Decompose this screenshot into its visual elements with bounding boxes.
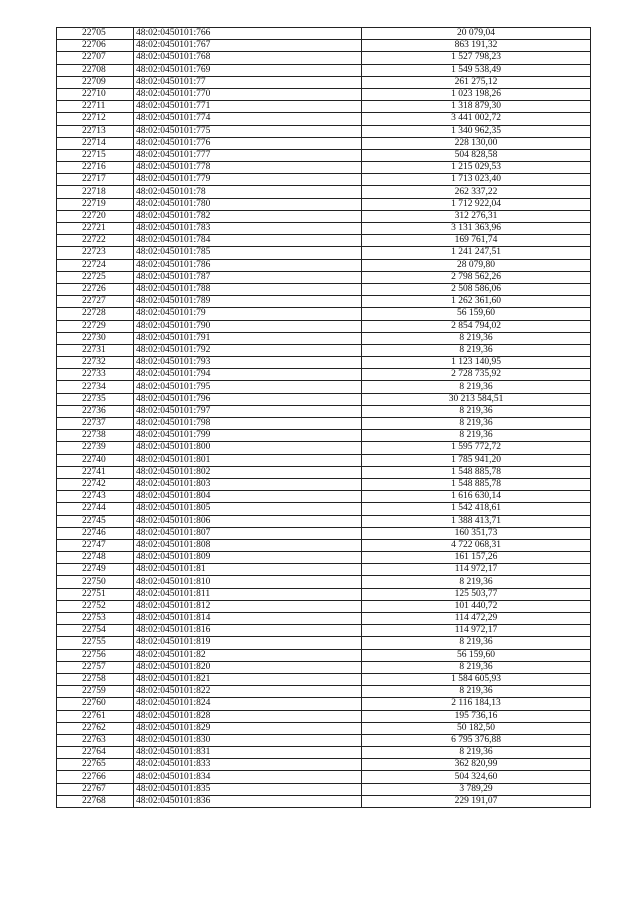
cadastral-value-cell: 3 131 363,96 — [362, 223, 591, 235]
row-number-cell: 22751 — [57, 588, 134, 600]
cadastral-value-cell: 2 116 184,13 — [362, 698, 591, 710]
row-number-cell: 22729 — [57, 320, 134, 332]
cadastral-number-cell: 48:02:0450101:834 — [134, 771, 362, 783]
cadastral-number-cell: 48:02:0450101:822 — [134, 686, 362, 698]
table-row — [57, 576, 591, 588]
row-number-cell: 22710 — [57, 88, 134, 100]
cadastral-number-cell: 48:02:0450101:777 — [134, 149, 362, 161]
row-number-cell: 22721 — [57, 223, 134, 235]
cadastral-number-cell: 48:02:0450101:798 — [134, 418, 362, 430]
cadastral-value-cell: 1 023 198,26 — [362, 88, 591, 100]
cadastral-value-cell: 8 219,36 — [362, 576, 591, 588]
cadastral-value-cell: 8 219,36 — [362, 344, 591, 356]
cadastral-number-cell: 48:02:0450101:794 — [134, 369, 362, 381]
cadastral-number-cell: 48:02:0450101:795 — [134, 381, 362, 393]
cadastral-number-cell: 48:02:0450101:808 — [134, 539, 362, 551]
cadastral-number-cell: 48:02:0450101:830 — [134, 734, 362, 746]
cadastral-number-cell: 48:02:0450101:77 — [134, 76, 362, 88]
cadastral-number-cell: 48:02:0450101:829 — [134, 722, 362, 734]
row-number-cell: 22720 — [57, 210, 134, 222]
cadastral-value-cell: 1 712 922,04 — [362, 198, 591, 210]
cadastral-value-cell: 30 213 584,51 — [362, 393, 591, 405]
cadastral-value-cell: 8 219,36 — [362, 332, 591, 344]
cadastral-number-cell: 48:02:0450101:81 — [134, 564, 362, 576]
row-number-cell: 22767 — [57, 783, 134, 795]
cadastral-value-cell: 362 820,99 — [362, 759, 591, 771]
table-row — [57, 478, 591, 490]
row-number-cell: 22757 — [57, 661, 134, 673]
cadastral-number-cell: 48:02:0450101:803 — [134, 478, 362, 490]
cadastral-number-cell: 48:02:0450101:796 — [134, 393, 362, 405]
cadastral-number-cell: 48:02:0450101:831 — [134, 747, 362, 759]
cadastral-number-cell: 48:02:0450101:804 — [134, 491, 362, 503]
row-number-cell: 22717 — [57, 174, 134, 186]
cadastral-value-cell: 8 219,36 — [362, 686, 591, 698]
cadastral-value-cell: 101 440,72 — [362, 600, 591, 612]
cadastral-value-cell: 262 337,22 — [362, 186, 591, 198]
cadastral-number-cell: 48:02:0450101:833 — [134, 759, 362, 771]
cadastral-number-cell: 48:02:0450101:776 — [134, 137, 362, 149]
cadastral-number-cell: 48:02:0450101:82 — [134, 649, 362, 661]
cadastral-number-cell: 48:02:0450101:768 — [134, 52, 362, 64]
cadastral-value-cell: 50 182,50 — [362, 722, 591, 734]
cadastral-value-cell: 2 508 586,06 — [362, 283, 591, 295]
table-body — [57, 28, 591, 808]
table-row — [57, 174, 591, 186]
table-row — [57, 162, 591, 174]
cadastral-number-cell: 48:02:0450101:789 — [134, 296, 362, 308]
cadastral-value-cell: 56 159,60 — [362, 649, 591, 661]
cadastral-value-cell: 4 722 068,31 — [362, 539, 591, 551]
row-number-cell: 22764 — [57, 747, 134, 759]
row-number-cell: 22747 — [57, 539, 134, 551]
table-row — [57, 344, 591, 356]
row-number-cell: 22752 — [57, 600, 134, 612]
table-row — [57, 734, 591, 746]
row-number-cell: 22749 — [57, 564, 134, 576]
cadastral-value-cell: 1 549 538,49 — [362, 64, 591, 76]
cadastral-value-cell: 8 219,36 — [362, 418, 591, 430]
cadastral-value-cell: 8 219,36 — [362, 747, 591, 759]
cadastral-value-cell: 1 318 879,30 — [362, 101, 591, 113]
cadastral-value-cell: 169 761,74 — [362, 235, 591, 247]
table-row — [57, 393, 591, 405]
row-number-cell: 22740 — [57, 454, 134, 466]
table-row — [57, 613, 591, 625]
cadastral-number-cell: 48:02:0450101:771 — [134, 101, 362, 113]
table-row — [57, 198, 591, 210]
cadastral-number-cell: 48:02:0450101:836 — [134, 795, 362, 807]
cadastral-value-cell: 2 728 735,92 — [362, 369, 591, 381]
row-number-cell: 22748 — [57, 552, 134, 564]
cadastral-value-cell: 1 527 798,23 — [362, 52, 591, 64]
cadastral-number-cell: 48:02:0450101:835 — [134, 783, 362, 795]
cadastral-number-cell: 48:02:0450101:802 — [134, 466, 362, 478]
cadastral-value-cell: 160 351,73 — [362, 527, 591, 539]
table-row — [57, 332, 591, 344]
cadastral-value-cell: 1 584 605,93 — [362, 673, 591, 685]
cadastral-value-cell: 1 215 029,53 — [362, 162, 591, 174]
row-number-cell: 22719 — [57, 198, 134, 210]
table-row — [57, 698, 591, 710]
cadastral-number-cell: 48:02:0450101:769 — [134, 64, 362, 76]
table-row — [57, 527, 591, 539]
table-row — [57, 503, 591, 515]
row-number-cell: 22760 — [57, 698, 134, 710]
cadastral-value-cell: 1 713 023,40 — [362, 174, 591, 186]
table-row — [57, 710, 591, 722]
row-number-cell: 22708 — [57, 64, 134, 76]
cadastral-value-cell: 8 219,36 — [362, 430, 591, 442]
cadastral-number-cell: 48:02:0450101:780 — [134, 198, 362, 210]
row-number-cell: 22728 — [57, 308, 134, 320]
cadastral-number-cell: 48:02:0450101:799 — [134, 430, 362, 442]
row-number-cell: 22761 — [57, 710, 134, 722]
row-number-cell: 22762 — [57, 722, 134, 734]
row-number-cell: 22711 — [57, 101, 134, 113]
row-number-cell: 22712 — [57, 113, 134, 125]
table-row — [57, 673, 591, 685]
cadastral-number-cell: 48:02:0450101:766 — [134, 28, 362, 40]
cadastral-value-cell: 1 542 418,61 — [362, 503, 591, 515]
cadastral-number-cell: 48:02:0450101:788 — [134, 283, 362, 295]
table-row — [57, 210, 591, 222]
table-row — [57, 418, 591, 430]
cadastral-number-cell: 48:02:0450101:811 — [134, 588, 362, 600]
cadastral-value-cell: 20 079,04 — [362, 28, 591, 40]
cadastral-number-cell: 48:02:0450101:793 — [134, 357, 362, 369]
cadastral-number-cell: 48:02:0450101:791 — [134, 332, 362, 344]
table-row — [57, 661, 591, 673]
cadastral-value-cell: 8 219,36 — [362, 661, 591, 673]
cadastral-value-cell: 114 972,17 — [362, 625, 591, 637]
cadastral-value-cell: 1 785 941,20 — [362, 454, 591, 466]
table-row — [57, 552, 591, 564]
cadastral-number-cell: 48:02:0450101:797 — [134, 405, 362, 417]
cadastral-value-cell: 504 828,58 — [362, 149, 591, 161]
cadastral-number-cell: 48:02:0450101:821 — [134, 673, 362, 685]
table-row — [57, 783, 591, 795]
row-number-cell: 22713 — [57, 125, 134, 137]
table-row — [57, 308, 591, 320]
cadastral-number-cell: 48:02:0450101:775 — [134, 125, 362, 137]
table-row — [57, 539, 591, 551]
cadastral-number-cell: 48:02:0450101:814 — [134, 613, 362, 625]
cadastral-value-cell: 1 548 885,78 — [362, 478, 591, 490]
table-row — [57, 759, 591, 771]
cadastral-number-cell: 48:02:0450101:792 — [134, 344, 362, 356]
cadastral-value-cell: 2 854 794,02 — [362, 320, 591, 332]
cadastral-number-cell: 48:02:0450101:778 — [134, 162, 362, 174]
cadastral-value-cell: 2 798 562,26 — [362, 271, 591, 283]
cadastral-number-cell: 48:02:0450101:828 — [134, 710, 362, 722]
cadastral-number-cell: 48:02:0450101:819 — [134, 637, 362, 649]
cadastral-value-cell: 56 159,60 — [362, 308, 591, 320]
table-row — [57, 686, 591, 698]
row-number-cell: 22732 — [57, 357, 134, 369]
row-number-cell: 22715 — [57, 149, 134, 161]
cadastral-number-cell: 48:02:0450101:783 — [134, 223, 362, 235]
cadastral-number-cell: 48:02:0450101:78 — [134, 186, 362, 198]
row-number-cell: 22768 — [57, 795, 134, 807]
cadastral-number-cell: 48:02:0450101:786 — [134, 259, 362, 271]
cadastral-value-cell: 195 736,16 — [362, 710, 591, 722]
cadastral-value-cell: 1 595 772,72 — [362, 442, 591, 454]
row-number-cell: 22743 — [57, 491, 134, 503]
cadastral-number-cell: 48:02:0450101:784 — [134, 235, 362, 247]
cadastral-value-cell: 8 219,36 — [362, 405, 591, 417]
table-row — [57, 405, 591, 417]
row-number-cell: 22741 — [57, 466, 134, 478]
table-row — [57, 76, 591, 88]
row-number-cell: 22706 — [57, 40, 134, 52]
table-row — [57, 186, 591, 198]
row-number-cell: 22714 — [57, 137, 134, 149]
cadastral-number-cell: 48:02:0450101:800 — [134, 442, 362, 454]
cadastral-number-cell: 48:02:0450101:807 — [134, 527, 362, 539]
cadastral-value-cell: 863 191,32 — [362, 40, 591, 52]
cadastral-number-cell: 48:02:0450101:810 — [134, 576, 362, 588]
table-row — [57, 283, 591, 295]
cadastral-number-cell: 48:02:0450101:820 — [134, 661, 362, 673]
row-number-cell: 22731 — [57, 344, 134, 356]
table-row — [57, 491, 591, 503]
table-row — [57, 515, 591, 527]
row-number-cell: 22734 — [57, 381, 134, 393]
row-number-cell: 22758 — [57, 673, 134, 685]
table-row — [57, 52, 591, 64]
table-row — [57, 795, 591, 807]
row-number-cell: 22709 — [57, 76, 134, 88]
table-row — [57, 466, 591, 478]
cadastral-number-cell: 48:02:0450101:779 — [134, 174, 362, 186]
cadastral-value-cell: 1 388 413,71 — [362, 515, 591, 527]
cadastral-value-cell: 6 795 376,88 — [362, 734, 591, 746]
cadastral-number-cell: 48:02:0450101:809 — [134, 552, 362, 564]
table-row — [57, 357, 591, 369]
table-row — [57, 454, 591, 466]
cadastral-value-cell: 229 191,07 — [362, 795, 591, 807]
cadastral-value-cell: 1 241 247,51 — [362, 247, 591, 259]
cadastral-number-cell: 48:02:0450101:770 — [134, 88, 362, 100]
table-row — [57, 149, 591, 161]
cadastral-number-cell: 48:02:0450101:824 — [134, 698, 362, 710]
row-number-cell: 22754 — [57, 625, 134, 637]
row-number-cell: 22763 — [57, 734, 134, 746]
table-row — [57, 442, 591, 454]
table-row — [57, 320, 591, 332]
row-number-cell: 22730 — [57, 332, 134, 344]
cadastral-value-cell: 28 079,80 — [362, 259, 591, 271]
row-number-cell: 22739 — [57, 442, 134, 454]
table-row — [57, 271, 591, 283]
row-number-cell: 22742 — [57, 478, 134, 490]
table-row — [57, 259, 591, 271]
table-row — [57, 625, 591, 637]
table-row — [57, 600, 591, 612]
cadastral-number-cell: 48:02:0450101:767 — [134, 40, 362, 52]
row-number-cell: 22718 — [57, 186, 134, 198]
cadastral-value-cell: 312 276,31 — [362, 210, 591, 222]
cadastral-value-cell: 504 324,60 — [362, 771, 591, 783]
table-row — [57, 40, 591, 52]
cadastral-number-cell: 48:02:0450101:787 — [134, 271, 362, 283]
table-row — [57, 113, 591, 125]
table-row — [57, 430, 591, 442]
table-row — [57, 137, 591, 149]
cadastral-number-cell: 48:02:0450101:801 — [134, 454, 362, 466]
cadastral-value-cell: 1 548 885,78 — [362, 466, 591, 478]
cadastral-value-cell: 3 441 002,72 — [362, 113, 591, 125]
cadastral-value-cell: 114 472,29 — [362, 613, 591, 625]
row-number-cell: 22724 — [57, 259, 134, 271]
table-row — [57, 296, 591, 308]
cadastral-number-cell: 48:02:0450101:774 — [134, 113, 362, 125]
cadastral-value-cell: 3 789,29 — [362, 783, 591, 795]
row-number-cell: 22759 — [57, 686, 134, 698]
cadastral-value-cell: 1 123 140,95 — [362, 357, 591, 369]
table-row — [57, 722, 591, 734]
table-row — [57, 125, 591, 137]
cadastral-number-cell: 48:02:0450101:79 — [134, 308, 362, 320]
table-row — [57, 369, 591, 381]
table-row — [57, 28, 591, 40]
row-number-cell: 22716 — [57, 162, 134, 174]
cadastral-value-cell: 125 503,77 — [362, 588, 591, 600]
table-row — [57, 649, 591, 661]
cadastral-number-cell: 48:02:0450101:785 — [134, 247, 362, 259]
row-number-cell: 22766 — [57, 771, 134, 783]
row-number-cell: 22750 — [57, 576, 134, 588]
row-number-cell: 22735 — [57, 393, 134, 405]
row-number-cell: 22733 — [57, 369, 134, 381]
cadastral-value-cell: 1 262 361,60 — [362, 296, 591, 308]
cadastral-number-cell: 48:02:0450101:790 — [134, 320, 362, 332]
table-row — [57, 381, 591, 393]
row-number-cell: 22746 — [57, 527, 134, 539]
table-row — [57, 247, 591, 259]
cadastral-value-cell: 261 275,12 — [362, 76, 591, 88]
row-number-cell: 22725 — [57, 271, 134, 283]
cadastral-number-cell: 48:02:0450101:816 — [134, 625, 362, 637]
row-number-cell: 22722 — [57, 235, 134, 247]
cadastral-value-cell: 228 130,00 — [362, 137, 591, 149]
cadastral-value-cell: 1 616 630,14 — [362, 491, 591, 503]
cadastral-value-cell: 114 972,17 — [362, 564, 591, 576]
row-number-cell: 22745 — [57, 515, 134, 527]
table-row — [57, 88, 591, 100]
cadastral-number-cell: 48:02:0450101:812 — [134, 600, 362, 612]
table-row — [57, 747, 591, 759]
cadastral-value-cell: 161 157,26 — [362, 552, 591, 564]
cadastral-value-cell: 1 340 962,35 — [362, 125, 591, 137]
cadastral-value-cell: 8 219,36 — [362, 637, 591, 649]
row-number-cell: 22707 — [57, 52, 134, 64]
row-number-cell: 22736 — [57, 405, 134, 417]
cadastral-number-cell: 48:02:0450101:806 — [134, 515, 362, 527]
cadastral-number-cell: 48:02:0450101:805 — [134, 503, 362, 515]
cadastral-value-cell: 8 219,36 — [362, 381, 591, 393]
table-row — [57, 564, 591, 576]
table-row — [57, 223, 591, 235]
table-row — [57, 101, 591, 113]
row-number-cell: 22737 — [57, 418, 134, 430]
row-number-cell: 22756 — [57, 649, 134, 661]
table-row — [57, 637, 591, 649]
row-number-cell: 22705 — [57, 28, 134, 40]
row-number-cell: 22765 — [57, 759, 134, 771]
row-number-cell: 22755 — [57, 637, 134, 649]
row-number-cell: 22744 — [57, 503, 134, 515]
table-row — [57, 235, 591, 247]
row-number-cell: 22753 — [57, 613, 134, 625]
table-row — [57, 588, 591, 600]
cadastral-number-cell: 48:02:0450101:782 — [134, 210, 362, 222]
row-number-cell: 22723 — [57, 247, 134, 259]
row-number-cell: 22738 — [57, 430, 134, 442]
row-number-cell: 22726 — [57, 283, 134, 295]
row-number-cell: 22727 — [57, 296, 134, 308]
table-row — [57, 771, 591, 783]
cadastral-value-table — [56, 27, 591, 808]
table-row — [57, 64, 591, 76]
